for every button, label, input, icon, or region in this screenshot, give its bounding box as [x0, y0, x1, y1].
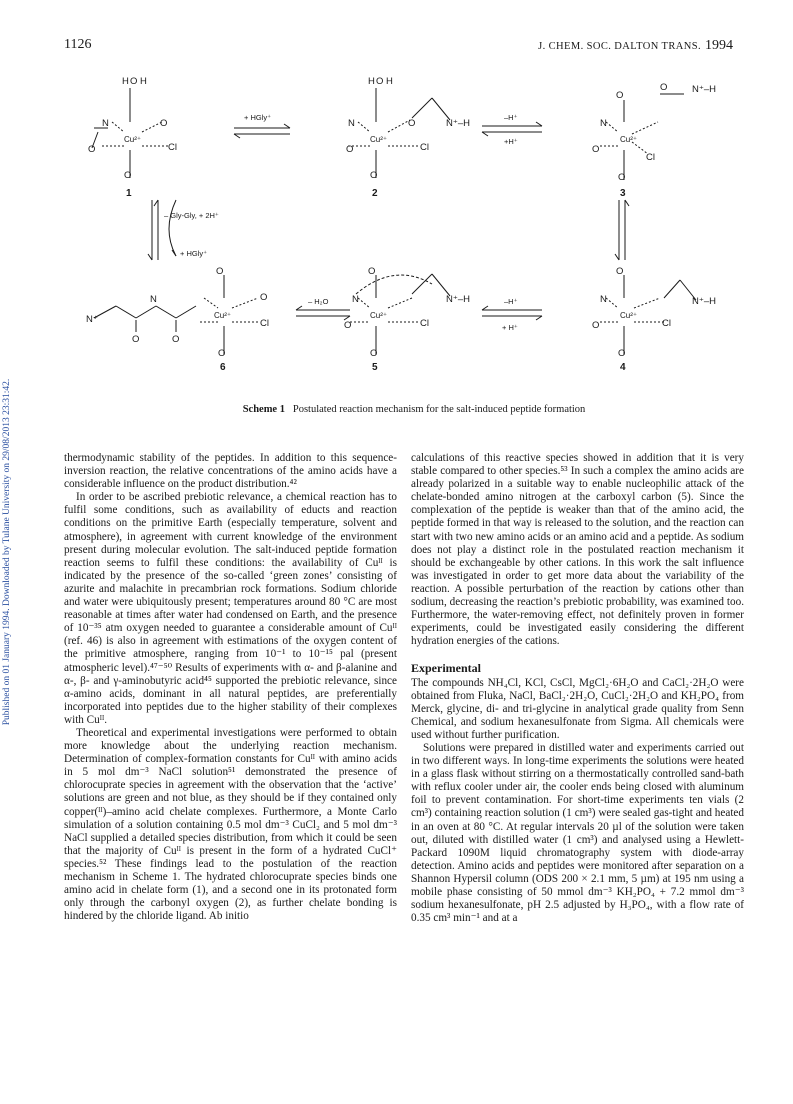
publication-side-note[interactable]: Published on 01 January 1994. Downloaded by Tulane University on 29/08/2013 23:31:42.: [2, 378, 12, 726]
svg-text:O: O: [616, 90, 624, 101]
svg-text:N⁺–H: N⁺–H: [692, 296, 717, 307]
scheme-caption-text: Postulated reaction mechanism for the salt-induced peptide formation: [292, 404, 586, 415]
reaction-scheme: [64, 70, 764, 410]
svg-text:O: O: [346, 144, 354, 155]
svg-text:O: O: [408, 118, 416, 129]
svg-text:2: 2: [372, 188, 378, 199]
svg-text:Cl: Cl: [420, 318, 429, 329]
svg-text:–H⁺: –H⁺: [504, 113, 518, 122]
scheme-diagram: [64, 70, 764, 410]
paragraph: thermodynamic stability of the peptides. In addition to this sequence-inversion reaction, the relative concentrations of the amino acids have a considerable influence on the product distribution.⁴²: [64, 452, 397, 491]
svg-text:H: H: [140, 76, 147, 87]
journal-header: [538, 38, 733, 54]
svg-text:1: 1: [126, 188, 132, 199]
svg-text:5: 5: [372, 362, 378, 373]
svg-text:Cu²⁺: Cu²⁺: [124, 135, 142, 144]
paragraph: The compounds NH₄Cl, KCl, CsCl, MgCl₂·6H₂O and CaCl₂·2H₂O were obtained from Fluka, NaCl, BaCl₂·2H₂O, CuCl₂·2H₂O and KH₂PO₄ from Merck, glycine, di- and tri-glycine in analytical grade quality from Senn Chemical, and sodium hexanesulfonate from Sigma. All chemicals were used without further purification.: [411, 676, 744, 741]
experimental-heading: Experimental: [411, 661, 481, 676]
right-column: [411, 452, 744, 925]
svg-text:O: O: [344, 320, 352, 331]
svg-text:Cl: Cl: [168, 142, 177, 153]
svg-text:N⁺–H: N⁺–H: [446, 118, 471, 129]
svg-text:O: O: [370, 348, 378, 359]
svg-text:H: H: [122, 76, 129, 87]
svg-text:O: O: [130, 76, 138, 87]
svg-text:– H₂O: – H₂O: [308, 297, 329, 306]
svg-text:+H⁺: +H⁺: [504, 137, 518, 146]
svg-text:N: N: [102, 118, 109, 129]
svg-text:4: 4: [620, 362, 626, 373]
svg-text:O: O: [368, 266, 376, 277]
svg-text:N: N: [600, 294, 607, 305]
svg-text:Cl: Cl: [646, 152, 655, 163]
svg-text:N: N: [348, 118, 355, 129]
svg-text:O: O: [172, 334, 180, 345]
scheme-caption-label: Scheme 1: [242, 404, 285, 415]
svg-text:H: H: [386, 76, 393, 87]
svg-text:H: H: [368, 76, 375, 87]
svg-text:+ HGly⁺: + HGly⁺: [180, 249, 208, 258]
svg-text:O: O: [160, 118, 168, 129]
svg-text:O: O: [616, 266, 624, 277]
svg-text:O: O: [132, 334, 140, 345]
svg-text:Cu²⁺: Cu²⁺: [620, 311, 638, 320]
svg-text:O: O: [260, 292, 268, 303]
svg-text:O: O: [370, 170, 378, 181]
svg-text:O: O: [592, 144, 600, 155]
svg-text:N: N: [352, 294, 359, 305]
scheme-caption: [64, 404, 764, 415]
svg-text:O: O: [218, 348, 226, 359]
svg-text:Cl: Cl: [260, 318, 269, 329]
svg-text:O: O: [618, 172, 626, 183]
svg-text:+ H⁺: + H⁺: [502, 323, 518, 332]
svg-text:Cl: Cl: [420, 142, 429, 153]
svg-text:O: O: [124, 170, 132, 181]
svg-text:Cu²⁺: Cu²⁺: [214, 311, 232, 320]
left-column: [64, 452, 397, 923]
paragraph: Theoretical and experimental investigations were performed to obtain more knowledge about the underlying reaction mechanism. Determination of complex-formation constants for Cuᴵᴵ with amino acids in 5 mol dm⁻³ NaCl solution⁵¹ demonstrated the presence of chlorocuprate species in agreement with the observation that the ‘active’ solutions are green and not blue, as they should be if they contained only copper(ᴵᴵ)–amino acid chelate complexes. Furthermore, a Monte Carlo simulation of a solution containing 0.5 mol dm⁻³ CuCl₂ and 5 mol dm⁻³ NaCl supplied a detailed species distribution, from which it could be seen that the majority of Cuᴵᴵ is present in the form of a hydrated CuCl⁺ species.⁵² These findings lead to the postulation of the reaction mechanism in Scheme 1. The hydrated chlorocuprate species binds one amino acid in chelate form (1), and a second one in its protonated form only through the carbonyl oxygen (2), as further chelate bonding is hindered by the chloride ligand. Ab initio: [64, 726, 397, 923]
svg-text:–H⁺: –H⁺: [504, 297, 518, 306]
svg-text:N: N: [600, 118, 607, 129]
svg-text:Cl: Cl: [662, 318, 671, 329]
paragraph: calculations of this reactive species showed in addition that it is very stable compared to other species.⁵³ In such a complex the amino acids are already polarized in a suitable way to enable nucleophilic attack of the chelate-bonded amino nitrogen at the carboxyl carbon (5). Since the complexation of the peptide is weaker than that of the amino acid, the peptide formed in that way is released to the solution, and the reaction can start with two new amino acids or an amino acid and a peptide. As sodium does not play a distinct role in the postulated reaction mechanism it should be exchangeable by other cations. In this work the salt influence was investigated in order to get more data about the variability of the reaction. A possible perturbation of the reaction by cations other than sodium, decreasing the reaction’s prebiotic probability, was examined too. Furthermore, the water-removing effect, not definitely proven in former experiments, could be investigated easily considering the different hydration energies of the cations.: [411, 452, 744, 648]
svg-text:N⁺: N⁺: [86, 314, 98, 325]
svg-text:Cu²⁺: Cu²⁺: [370, 311, 388, 320]
svg-text:O: O: [592, 320, 600, 331]
journal-year: 1994: [705, 38, 733, 53]
svg-text:N⁺–H: N⁺–H: [692, 84, 717, 95]
svg-text:Cu²⁺: Cu²⁺: [620, 135, 638, 144]
svg-text:O: O: [660, 82, 668, 93]
svg-text:O: O: [88, 144, 96, 155]
journal-name: J. CHEM. SOC. DALTON TRANS.: [538, 41, 701, 52]
page-number: 1126: [64, 37, 92, 52]
svg-text:N⁺–H: N⁺–H: [446, 294, 471, 305]
svg-text:N: N: [150, 294, 157, 305]
svg-text:– Gly-Gly, + 2H⁺: – Gly-Gly, + 2H⁺: [164, 211, 219, 220]
svg-text:Cu²⁺: Cu²⁺: [370, 135, 388, 144]
svg-text:6: 6: [220, 362, 226, 373]
paragraph: Solutions were prepared in distilled water and experiments carried out in two different ways. In long-time experiments the solutions were heated in a glass flask without stirring on a thermostatically controlled sand-bath with reflux cooler under air, the cooler ends being closed with aluminum foil to prevent contamination. For short-time experiments ten vials (2 cm³) containing reaction solution (1 cm³) were sealed gas-tight and heated in an oven at 80 °C. At regular intervals 20 µl of the solution were taken out, diluted with distilled water (1 cm³) and analysed using a Hewlett-Packard 1090M liquid chromatography system with diode-array detection. Amino acids and peptides were monitored after separation on a Shannon Hypersil column (ODS 200 × 2.1 mm, 5 µm) at 195 nm using a mobile phase consisting of 50 mmol dm⁻³ KH₂PO₄ + 7.2 mmol dm⁻³ sodium hexanesulfonate, pH 2.5 adjusted by H₃PO₄, with a flow rate of 0.35 cm³ min⁻¹ and at a: [411, 741, 744, 925]
reaction-arrows: [148, 122, 629, 320]
svg-text:3: 3: [620, 188, 626, 199]
svg-text:O: O: [376, 76, 384, 87]
svg-text:+ HGly⁺: + HGly⁺: [244, 113, 272, 122]
svg-text:O: O: [216, 266, 224, 277]
svg-text:O: O: [618, 348, 626, 359]
paragraph: In order to be ascribed prebiotic relevance, a chemical reaction has to fulfil some conditions, such as availability of educts and reaction conditions on the primitive Earth (especially temperature, solvent and atmosphere), in agreement with current knowledge of the environment present during molecular evolution. The salt-induced peptide formation reaction seems to fulfil these conditions: the availability of Cuᴵᴵ is indicated by the presence of the so-called ‘green zones’ consisting of azurite and malachite in precambrian rock formations. Sodium chloride and water were ubiquitously present; temperatures around 80 °C are most reasonable at times after water had condensed on Earth, and the presence of 10⁻³⁵ atm oxygen needed to guarantee a considerable amount of Cuᴵᴵ (ref. 46) is also in agreement with estimations of the oxygen content of the primitive atmosphere, ranging from 10⁻¹ to 10⁻¹⁵ pal (present atmospheric level).⁴⁷⁻⁵⁰ Results of experiments with α- and β-alanine and α-, β- and γ-aminobutyric acid⁴⁵ supported the prebiotic relevance, since α-amino acids, dominant in all natural peptides, are preferentially incorporated into peptides due to the higher stability of their complexes with Cuᴵᴵ.: [64, 491, 397, 726]
